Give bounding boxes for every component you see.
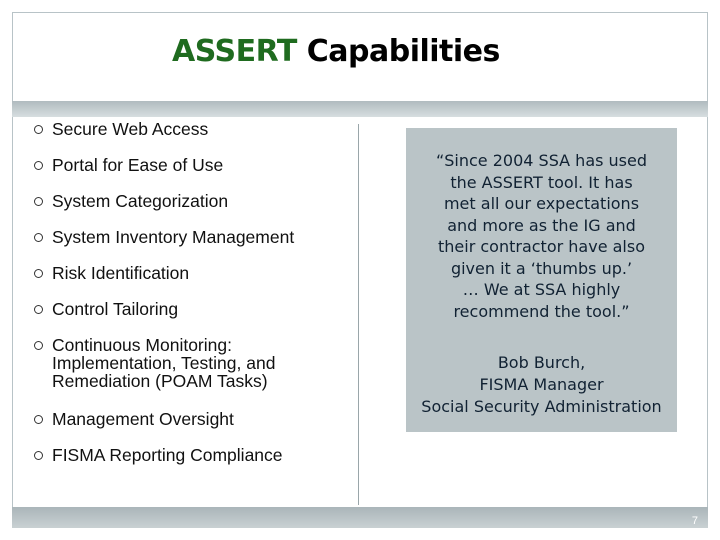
bullet-circle-icon (34, 161, 43, 170)
list-item (34, 336, 354, 390)
bullet-circle-icon (34, 233, 43, 242)
list-item-label: Secure Web Access (52, 119, 209, 139)
list-item (34, 120, 354, 138)
column-divider (358, 124, 359, 505)
list-item (34, 300, 354, 318)
bullet-circle-icon (34, 305, 43, 314)
list-item (34, 410, 354, 428)
list-item (34, 156, 354, 174)
testimonial-quote: “Since 2004 SSA has used the ASSERT tool. It has met all our expectations and more as the IG and their contractor have also given it a ‘thumbs up.’ … We at SSA highly recommend the tool.” (435, 151, 648, 321)
bullet-circle-icon (34, 451, 43, 460)
list-item-label: Control Tailoring (52, 299, 179, 319)
list-item-label: System Inventory Management (52, 227, 295, 247)
title-part-assert: ASSERT (172, 34, 297, 69)
bullet-circle-icon (34, 197, 43, 206)
list-item-label: Risk Identification (52, 263, 190, 283)
list-item-label: Continuous Monitoring: Implementation, Testing, and Remediation (POAM Tasks) (52, 335, 276, 391)
list-item-label: FISMA Reporting Compliance (52, 445, 283, 465)
list-item (34, 264, 354, 282)
list-item (34, 192, 354, 210)
bullet-circle-icon (34, 125, 43, 134)
list-item-label: Portal for Ease of Use (52, 155, 224, 175)
page-number: 7 (691, 515, 698, 527)
list-item-label: System Categorization (52, 191, 229, 211)
list-item (34, 228, 354, 246)
bullet-circle-icon (34, 269, 43, 278)
slide-title (172, 34, 500, 69)
bullet-circle-icon (34, 341, 43, 350)
bullet-circle-icon (34, 415, 43, 424)
title-underline-bar (12, 101, 708, 117)
footer-bar (12, 507, 708, 528)
testimonial-attribution: Bob Burch, FISMA Manager Social Security Administration (421, 353, 662, 416)
title-part-capabilities: Capabilities (306, 34, 500, 69)
testimonial-box (406, 128, 677, 432)
list-item (34, 446, 354, 464)
list-item-label: Management Oversight (52, 409, 234, 429)
